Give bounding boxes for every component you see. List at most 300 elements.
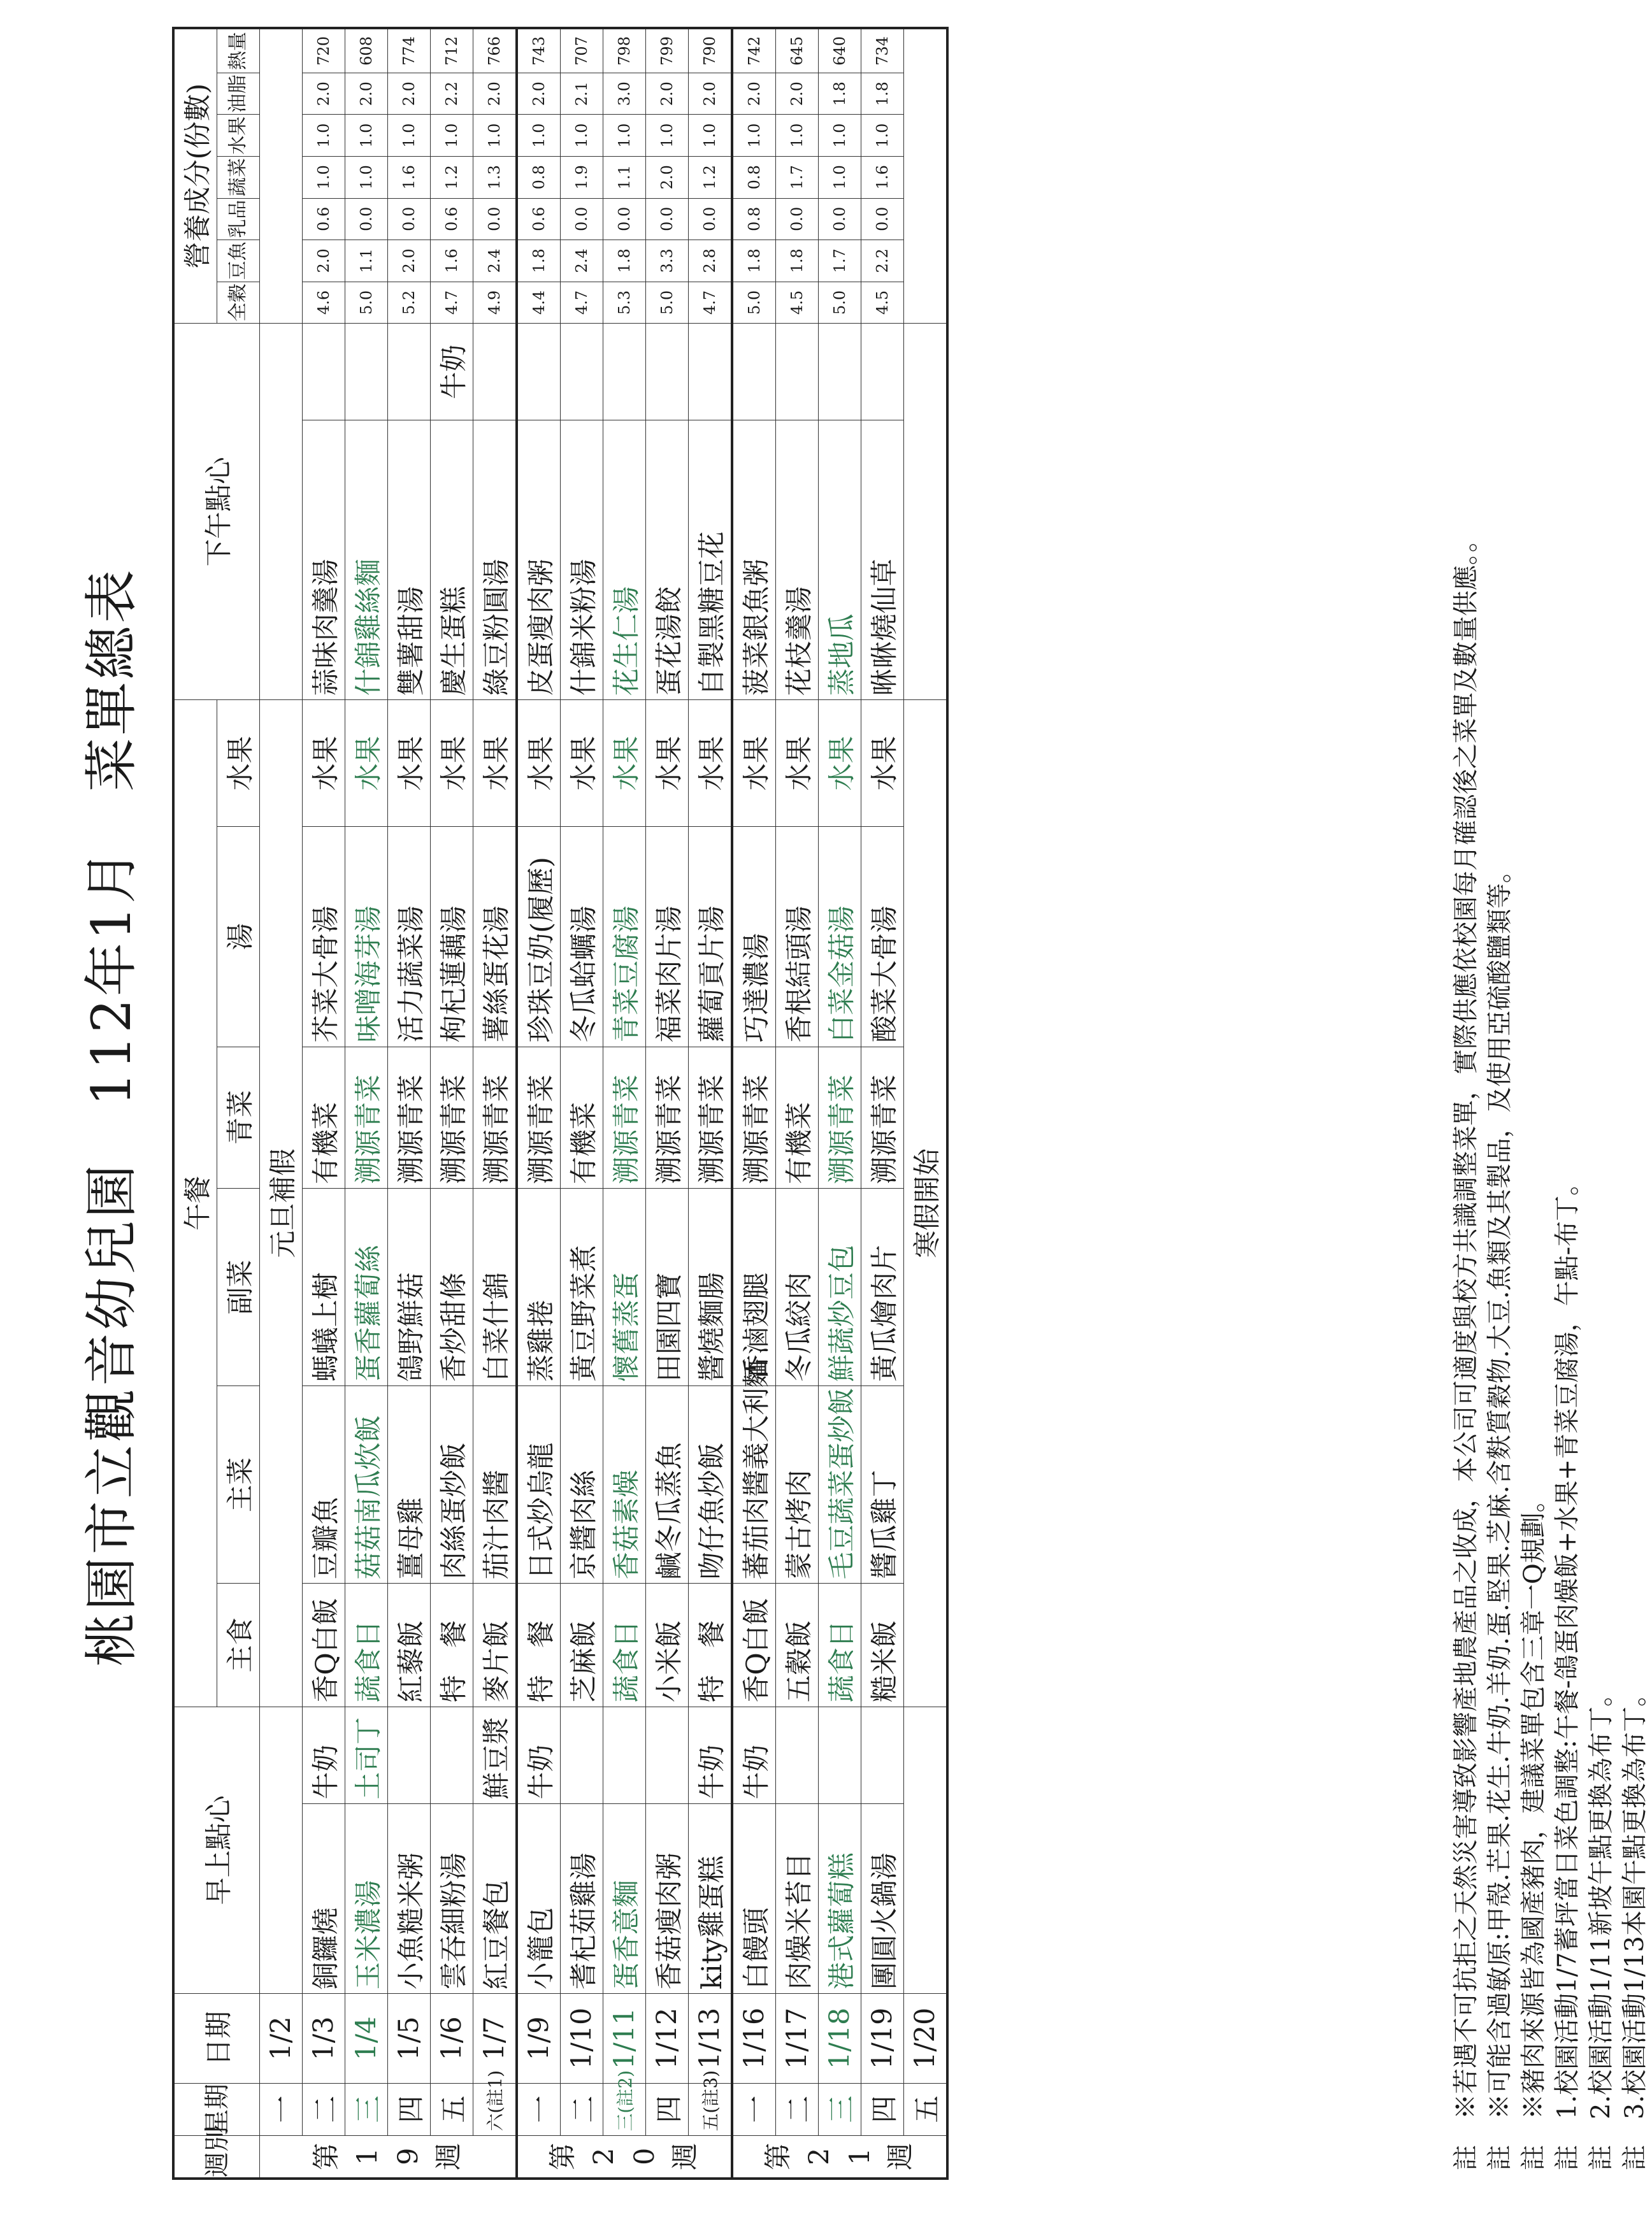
greens-cell: 溯源青菜 [646,1047,689,1188]
side-dish-cell: 黃瓜燴肉片 [861,1189,904,1386]
note-line: 註 3.校園活動1/13本園午點更換為布丁。 [1620,1681,1649,2170]
nutrition-value: 2.4 [561,240,603,282]
nutrition-value: 1.0 [861,115,904,157]
afternoon-snack-drink [561,324,603,420]
afternoon-snack-drink [517,324,561,420]
side-dish-cell: 蒸雞捲 [517,1189,561,1386]
morning-snack: 小魚糙米粥 [388,1803,431,1993]
nutrition-col-fruit: 水果 [217,115,260,157]
main-dish-cell: 菇菇南瓜炊飯 [345,1386,388,1584]
morning-snack: 雲吞細粉湯 [431,1803,473,1993]
menu-row [345,28,388,2179]
soup-cell: 福菜肉片湯 [646,827,689,1047]
staple-header: 主食 [217,1584,260,1707]
nutrition-value: 4.6 [303,282,345,324]
date-cell: 1/17 [776,1994,819,2083]
soup-cell: 珍珠豆奶(履歷) [517,827,561,1047]
nutrition-value: 1.1 [345,240,388,282]
menu-row [473,28,517,2179]
side-dish-cell: 黃豆野菜煮 [561,1189,603,1386]
nutrition-value: 3.3 [646,240,689,282]
nutrition-value: 0.0 [689,198,733,240]
week-label: 第21週 [732,2135,947,2179]
nutrition-value: 742 [732,28,776,73]
nutrition-col-grain: 全穀 [217,282,260,324]
nutrition-value: 1.0 [603,115,646,157]
morning-snack-drink: 鮮豆漿 [473,1707,517,1803]
main-dish-cell: 日式炒烏龍 [517,1386,561,1584]
weekday-cell: 四 [646,2083,689,2135]
afternoon-snack-drink [473,324,517,420]
nutrition-col-dairy: 乳品 [217,198,260,240]
weekday-cell: 一 [517,2083,561,2135]
nutrition-col-veg: 蔬菜 [217,156,260,198]
morning-snack-drink [561,1707,603,1803]
nutrition-col-protein: 豆魚 [217,240,260,282]
empty-cell [904,324,948,700]
date-cell: 1/3 [303,1994,345,2083]
afternoon-snack: 什錦雞絲麵 [345,420,388,700]
afternoon-snack: 皮蛋瘦肉粥 [517,420,561,700]
fruit-cell: 水果 [561,700,603,827]
nutrition-value: 5.0 [345,282,388,324]
nutrition-value: 720 [303,28,345,73]
nutrition-value: 5.0 [646,282,689,324]
side-dish-cell: 香炒甜條 [431,1189,473,1386]
side-dish-cell: 鮮蔬炒豆包 [819,1189,861,1386]
greens-cell: 溯源青菜 [517,1047,561,1188]
soup-header: 湯 [217,827,260,1047]
fruit-cell: 水果 [473,700,517,827]
soup-cell: 酸菜大骨湯 [861,827,904,1047]
morning-snack: 蛋香意麵 [603,1803,646,1993]
nutrition-value: 1.7 [819,240,861,282]
date-cell: 1/19 [861,1994,904,2083]
main-dish-cell: 蒙古烤肉 [776,1386,819,1584]
morning-snack-drink [603,1707,646,1803]
nutrition-value: 2.0 [303,240,345,282]
main-dish-cell: 鹹冬瓜蒸魚 [646,1386,689,1584]
nutrition-value: 0.6 [431,198,473,240]
side-dish-cell: 鴿野鮮菇 [388,1189,431,1386]
nutrition-value: 0.8 [517,156,561,198]
nutrition-value: 0.8 [732,156,776,198]
main-dish-cell: 毛豆蔬菜蛋炒飯 [819,1386,861,1584]
nutrition-value: 707 [561,28,603,73]
nutrition-value: 2.0 [646,156,689,198]
menu-row [517,28,561,2179]
weekday-cell: 五 [904,2083,948,2135]
menu-row [646,28,689,2179]
main-dish-cell: 醬瓜雞丁 [861,1386,904,1584]
nutrition-value: 1.0 [819,156,861,198]
side-dish-cell: 田園四寶 [646,1189,689,1386]
nutrition-value: 0.6 [517,198,561,240]
weekday-cell: 一 [732,2083,776,2135]
nutrition-value: 1.1 [603,156,646,198]
menu-row [776,28,819,2179]
side-dish-cell: 冬瓜絞肉 [776,1189,819,1386]
soup-cell: 芥菜大骨湯 [303,827,345,1047]
nutrition-value: 0.8 [732,198,776,240]
note-line: 註 ※豬肉來源皆為國產豬肉，建議菜單包含三章一Q規劃。 [1519,1487,1548,2170]
nutrition-value: 1.0 [303,156,345,198]
nutrition-value: 0.0 [603,198,646,240]
afternoon-snack: 蒜味肉羹湯 [303,420,345,700]
nutrition-value: 1.8 [819,73,861,115]
nutrition-value: 640 [819,28,861,73]
date-header: 日期 [173,1994,260,2083]
nutrition-value: 5.0 [732,282,776,324]
afternoon-snack-drink [861,324,904,420]
morning-snack-drink [861,1707,904,1803]
empty-cell [904,1707,948,1994]
greens-cell: 溯源青菜 [861,1047,904,1188]
date-cell: 1/2 [260,1994,303,2083]
date-cell: 1/13 [689,1994,733,2083]
morning-snack: 港式蘿蔔糕 [819,1803,861,1993]
side-dish-cell: 蛋香蘿蔔絲 [345,1189,388,1386]
fruit-cell: 水果 [517,700,561,827]
afternoon-snack: 蛋花湯餃 [646,420,689,700]
nutrition-value: 1.0 [345,115,388,157]
afternoon-snack-drink: 牛奶 [431,324,473,420]
main-dish-header: 主菜 [217,1386,260,1584]
morning-snack: 肉燥米苔目 [776,1803,819,1993]
nutrition-value: 0.6 [303,198,345,240]
main-dish-cell: 京醬肉絲 [561,1386,603,1584]
nutrition-value: 1.0 [473,115,517,157]
nutrition-col-calories: 熱量 [217,28,260,73]
main-dish-cell: 茄汁肉醬 [473,1386,517,1584]
nutrition-value: 4.4 [517,282,561,324]
afternoon-snack-drink [345,324,388,420]
nutrition-value: 0.0 [776,198,819,240]
nutrition-value: 4.7 [561,282,603,324]
date-cell: 1/7 [473,1994,517,2083]
menu-row [260,28,303,2179]
afternoon-snack: 花生仁湯 [603,420,646,700]
morning-snack: kity雞蛋糕 [689,1803,733,1993]
nutrition-value: 798 [603,28,646,73]
staple-cell: 蔬食日 [345,1584,388,1707]
weekday-cell: 五 [431,2083,473,2135]
nutrition-value: 2.0 [689,73,733,115]
afternoon-snack-drink [646,324,689,420]
nutrition-value: 0.0 [345,198,388,240]
nutrition-value: 1.0 [388,115,431,157]
afternoon-snack-header: 下午點心 [173,324,260,700]
fruit-cell: 水果 [388,700,431,827]
fruit-cell: 水果 [345,700,388,827]
nutrition-value: 645 [776,28,819,73]
nutrition-value: 2.4 [473,240,517,282]
nutrition-value: 1.0 [689,115,733,157]
nutrition-value: 2.0 [517,73,561,115]
nutrition-value: 2.0 [646,73,689,115]
nutrition-value: 4.9 [473,282,517,324]
nutrition-value: 790 [689,28,733,73]
nutrition-value: 1.7 [776,156,819,198]
soup-cell: 枸杞蓮藕湯 [431,827,473,1047]
weekday-cell: 四 [861,2083,904,2135]
fruit-cell: 水果 [303,700,345,827]
lunch-header: 午餐 [173,700,217,1707]
nutrition-value: 4.5 [861,282,904,324]
morning-snack-drink [776,1707,819,1803]
soup-cell: 活力蔬菜湯 [388,827,431,1047]
afternoon-snack: 雙薯甜湯 [388,420,431,700]
nutrition-value: 0.0 [561,198,603,240]
nutrition-value: 2.0 [776,73,819,115]
nutrition-value: 608 [345,28,388,73]
date-cell: 1/20 [904,1994,948,2083]
menu-row [861,28,904,2179]
empty-cell [904,28,948,324]
soup-cell: 香根結頭湯 [776,827,819,1047]
nutrition-value: 1.8 [776,240,819,282]
soup-cell: 薯絲蛋花湯 [473,827,517,1047]
weekday-cell: 二 [303,2083,345,2135]
date-cell: 1/11 [603,1994,646,2083]
nutrition-value: 712 [431,28,473,73]
greens-cell: 有機菜 [303,1047,345,1188]
soup-cell: 蘿蔔貢片湯 [689,827,733,1047]
nutrition-value: 1.0 [776,115,819,157]
nutrition-value: 5.2 [388,282,431,324]
afternoon-snack-drink [388,324,431,420]
nutrition-value: 0.0 [473,198,517,240]
nutrition-header: 營養成分(份數) [173,28,217,324]
nutrition-value: 0.0 [861,198,904,240]
greens-cell: 溯源青菜 [819,1047,861,1188]
soup-cell: 味噌海芽湯 [345,827,388,1047]
note-line: 註 ※若遇不可抗拒之天然災害導致影響產地農產品之收成，本公司可適度與校方共識調整菜單，實際供應依校園每月確認後之菜單及數量供應。。 [1451,527,1481,2170]
staple-cell: 蔬食日 [603,1584,646,1707]
fruit-cell: 水果 [646,700,689,827]
empty-cell [260,1707,303,1994]
nutrition-value: 2.0 [388,240,431,282]
weekday-cell: 三 [345,2083,388,2135]
afternoon-snack: 花枝羹湯 [776,420,819,700]
staple-cell: 小米飯 [646,1584,689,1707]
empty-cell [260,324,303,700]
morning-snack: 香菇瘦肉粥 [646,1803,689,1993]
staple-cell: 香Q白飯 [303,1584,345,1707]
nutrition-value: 734 [861,28,904,73]
greens-header: 青菜 [217,1047,260,1188]
side-dish-cell: 懷舊蒸蛋 [603,1189,646,1386]
nutrition-value: 2.0 [732,73,776,115]
menu-body [260,28,948,2179]
note-line: 註 ※可能含過敏原:甲殼.芒果.花生.牛奶.羊奶.蛋.堅果.芝麻.含麩質穀物.大豆.魚類及其製品，及使用亞硫酸鹽類等。 [1485,857,1514,2170]
weekday-cell: 六(註1) [473,2083,517,2135]
main-dish-cell: 蕃茄肉醬義大利麵 [732,1386,776,1584]
morning-snack-drink [819,1707,861,1803]
main-dish-cell: 香菇素燥 [603,1386,646,1584]
main-dish-cell: 肉絲蛋炒飯 [431,1386,473,1584]
staple-cell: 糙米飯 [861,1584,904,1707]
soup-cell: 冬瓜蛤蠣湯 [561,827,603,1047]
greens-cell: 溯源青菜 [388,1047,431,1188]
week-label: 第20週 [517,2135,732,2179]
morning-snack: 銅鑼燒 [303,1803,345,1993]
staple-cell: 特 餐 [517,1584,561,1707]
morning-snack-header: 早上點心 [173,1707,260,1994]
menu-row [603,28,646,2179]
nutrition-value: 0.0 [646,198,689,240]
nutrition-value: 1.6 [861,156,904,198]
afternoon-snack: 蒸地瓜 [819,420,861,700]
morning-snack: 玉米濃湯 [345,1803,388,1993]
nutrition-col-oil: 油脂 [217,73,260,115]
weekday-cell: 二 [776,2083,819,2135]
nutrition-value: 1.6 [388,156,431,198]
afternoon-snack: 什錦米粉湯 [561,420,603,700]
side-dish-cell: 螞蟻上樹 [303,1189,345,1386]
greens-cell: 溯源青菜 [732,1047,776,1188]
staple-cell: 香Q白飯 [732,1584,776,1707]
nutrition-value: 1.6 [431,240,473,282]
menu-row [303,28,345,2179]
fruit-cell: 水果 [819,700,861,827]
weekday-cell: 三(註2) [603,2083,646,2135]
date-cell: 1/10 [561,1994,603,2083]
date-cell: 1/5 [388,1994,431,2083]
morning-snack-drink [431,1707,473,1803]
morning-snack: 耆杞茹雞湯 [561,1803,603,1993]
morning-snack-drink: 土司丁 [345,1707,388,1803]
date-cell: 1/6 [431,1994,473,2083]
main-dish-cell: 吻仔魚炒飯 [689,1386,733,1584]
fruit-cell: 水果 [431,700,473,827]
menu-row [388,28,431,2179]
date-cell: 1/18 [819,1994,861,2083]
nutrition-value: 1.3 [473,156,517,198]
nutrition-value: 2.1 [561,73,603,115]
greens-cell: 溯源青菜 [473,1047,517,1188]
staple-cell: 紅藜飯 [388,1584,431,1707]
afternoon-snack-drink [732,324,776,420]
fruit-header: 水果 [217,700,260,827]
fruit-cell: 水果 [861,700,904,827]
nutrition-value: 1.9 [561,156,603,198]
greens-cell: 溯源青菜 [345,1047,388,1188]
week-label: 第19週 [260,2135,517,2179]
main-dish-cell: 薑母雞 [388,1386,431,1584]
menu-row [904,28,948,2179]
date-cell: 1/12 [646,1994,689,2083]
nutrition-value: 1.0 [345,156,388,198]
nutrition-value: 3.0 [603,73,646,115]
fruit-cell: 水果 [689,700,733,827]
fruit-cell: 水果 [603,700,646,827]
main-dish-cell: 豆瓣魚 [303,1386,345,1584]
staple-cell: 麥片飯 [473,1584,517,1707]
afternoon-snack-drink [603,324,646,420]
afternoon-snack-drink [819,324,861,420]
nutrition-value: 5.0 [819,282,861,324]
nutrition-value: 4.7 [689,282,733,324]
week-header: 週別 [173,2135,260,2179]
fruit-cell: 水果 [732,700,776,827]
menu-table [172,27,949,2180]
afternoon-snack: 綠豆粉圓湯 [473,420,517,700]
morning-snack-drink: 牛奶 [689,1707,733,1803]
nutrition-value: 1.8 [603,240,646,282]
morning-snack: 小籠包 [517,1803,561,1993]
menu-row [732,28,776,2179]
side-dish-cell: 醬燒麵腸 [689,1189,733,1386]
date-cell: 1/16 [732,1994,776,2083]
nutrition-value: 4.5 [776,282,819,324]
nutrition-value: 1.0 [819,115,861,157]
greens-cell: 溯源青菜 [603,1047,646,1188]
nutrition-value: 2.8 [689,240,733,282]
soup-cell: 巧達濃湯 [732,827,776,1047]
side-dish-header: 副菜 [217,1189,260,1386]
afternoon-snack: 自製黑糖豆花 [689,420,733,700]
nutrition-value: 766 [473,28,517,73]
nutrition-value: 5.3 [603,282,646,324]
afternoon-snack-drink [303,324,345,420]
note-line: 註 2.校園活動1/11新坡午點更換為布丁。 [1586,1681,1616,2170]
nutrition-value: 1.2 [431,156,473,198]
staple-cell: 蔬食日 [819,1584,861,1707]
weekday-cell: 三 [819,2083,861,2135]
menu-row [561,28,603,2179]
menu-row [431,28,473,2179]
greens-cell: 有機菜 [561,1047,603,1188]
menu-row [689,28,733,2179]
nutrition-value: 743 [517,28,561,73]
afternoon-snack-drink [689,324,733,420]
morning-snack-drink: 牛奶 [517,1707,561,1803]
nutrition-value: 799 [646,28,689,73]
soup-cell: 青菜豆腐湯 [603,827,646,1047]
holiday-note: 寒假開始 [904,700,948,1707]
nutrition-value: 2.2 [861,240,904,282]
greens-cell: 溯源青菜 [431,1047,473,1188]
nutrition-value: 0.0 [388,198,431,240]
weekday-cell: 五(註3) [689,2083,733,2135]
nutrition-value: 2.0 [345,73,388,115]
greens-cell: 有機菜 [776,1047,819,1188]
nutrition-value: 2.0 [303,73,345,115]
nutrition-value: 2.2 [431,73,473,115]
side-dish-cell: 香滷翅腿 [732,1189,776,1386]
afternoon-snack: 慶生蛋糕 [431,420,473,700]
nutrition-value: 774 [388,28,431,73]
nutrition-value: 1.0 [431,115,473,157]
morning-snack: 白饅頭 [732,1803,776,1993]
morning-snack-drink [388,1707,431,1803]
morning-snack: 團圓火鍋湯 [861,1803,904,1993]
date-cell: 1/4 [345,1994,388,2083]
staple-cell: 特 餐 [689,1584,733,1707]
nutrition-value: 1.0 [646,115,689,157]
nutrition-value: 2.0 [473,73,517,115]
nutrition-value: 1.0 [303,115,345,157]
nutrition-value: 1.8 [861,73,904,115]
nutrition-value: 1.8 [732,240,776,282]
staple-cell: 特 餐 [431,1584,473,1707]
soup-cell: 白菜金菇湯 [819,827,861,1047]
date-cell: 1/9 [517,1994,561,2083]
menu-row [819,28,861,2179]
fruit-cell: 水果 [776,700,819,827]
notes-block [1449,68,1652,2170]
